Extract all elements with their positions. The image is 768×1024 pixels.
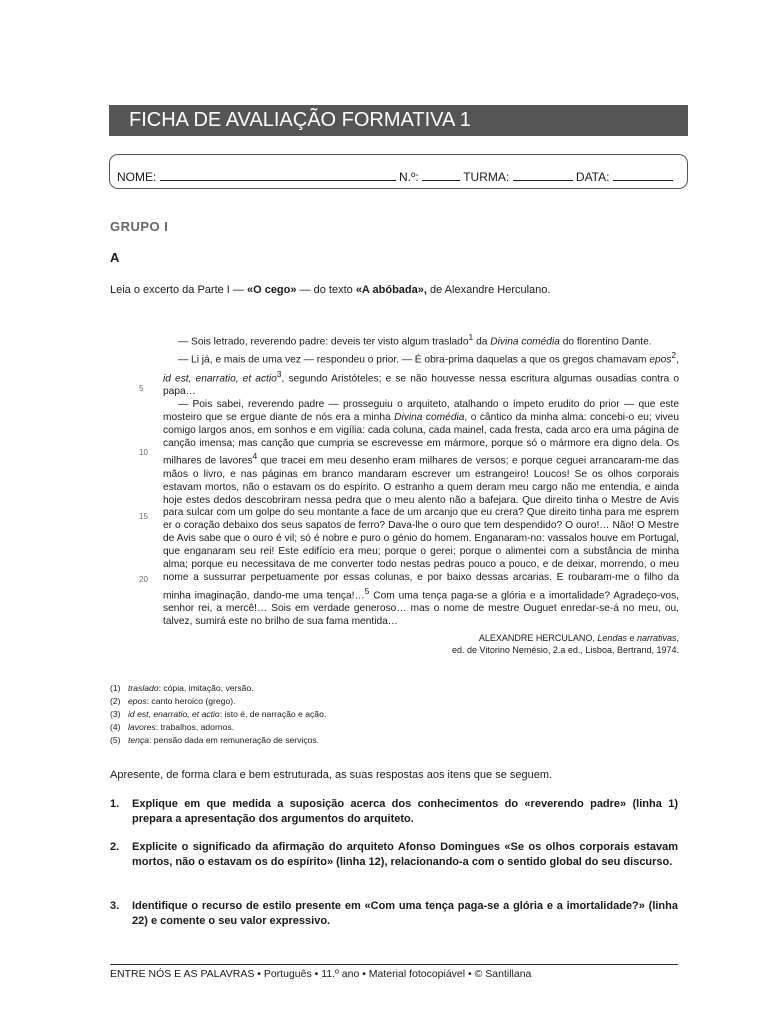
footnote-item: (5) tença: pensão dada em remuneração de serviços. <box>110 735 320 745</box>
question-number: 3. <box>110 900 120 912</box>
line-number: 15 <box>139 512 148 521</box>
line-number: 5 <box>139 384 144 393</box>
question-item <box>110 840 678 870</box>
footnote-item: (1) traslado: cópia, imitação, versão. <box>110 683 254 693</box>
literary-excerpt <box>163 331 679 629</box>
reading-instruction <box>110 284 550 296</box>
footnotes <box>110 682 326 747</box>
source-credit: ALEXANDRE HERCULANO, Lendas e narrativas, ed. de Vitorino Nemésio, 2.a ed., Lisboa, Bertrand, 1974. <box>279 632 679 656</box>
group-heading: GRUPO I <box>110 219 169 234</box>
footnote-item: (4) lavores: trabalhos, adornos. <box>110 722 235 732</box>
line-number: 20 <box>139 575 148 584</box>
question-text: Explique em que medida a suposição acerca dos conhecimentos do «reverendo padre» (linha 1) prepara a apresentação dos argumentos do arquiteto. <box>132 798 678 825</box>
intro-work: «A abóbada», <box>355 284 427 296</box>
worksheet-title: FICHA DE AVALIAÇÃO FORMATIVA 1 <box>109 105 688 136</box>
intro-middle: — do texto <box>296 284 356 296</box>
page-footer: ENTRE NÓS E AS PALAVRAS • Português • 11.º ano • Material fotocopiável • © Santillana <box>110 968 532 980</box>
number-field[interactable] <box>422 170 460 181</box>
credit-book: Lendas e narrativas <box>597 633 677 643</box>
intro-chapter: «O cego» <box>246 284 297 296</box>
question-number: 2. <box>110 841 120 853</box>
date-label: DATA: <box>575 170 610 184</box>
question-text: Identifique o recurso de estilo presente em «Com uma tença paga-se a glória e a imortalidade?» (linha 22) e comente o seu valor expressivo. <box>132 900 678 927</box>
date-field[interactable] <box>613 170 673 181</box>
excerpt-paragraph: — Pois sabei, reverendo padre — prosseguiu o arquiteto, atalhando o ímpeto erudito do prior — que este mosteiro que se ergue diante de nós era a minha Divina comédia, o cântico da minha alma: concebi-o eu; viveu comigo largos anos, em sonhos e em vigília: cada coluna, cada mainel, cada fresta, cada arco era uma página de canção imensa; mas canção que cumpria se escrevesse em mármore, porque só o mármore era digno dela. Os milhares de lavores$^4$ que tracei em meu desenho eram milhares de versos; e porque ceguei arrancaram-me das mãos o livro, e nas páginas em branco mandaram escrever um estrangeiro! Loucos! Se os olhos corporais estavam mortos, não o estavam os do espírito. O estranho a quem deram meu cargo não me entendia, e ainda hoje estes dedos descobriram nessa pedra que o meu alento não a bafejara. Que direito tinha o Mestre de Avis para sulcar com um golpe do seu montante a face de um arcanjo que eu crera? Que direito tinha para me esprem​er o coração debaixo dos seus sapatos de ferro? Dava-lhe o ouro que tem despendido? O ouro!… Não! O Mestre de Avis sabe que o ouro é vil; só é nobre e puro o génio do homem. Enganaram-no: vassalos houve em Portugal, que enganaram seu rei! Este edifício era meu; porque o gerei; porque o alimentei com a substância de minha alma; porque eu necessitava de me converter todo nestas pedras pouco a pouco, e de deixar, morrendo, o meu nome a sussurrar perpetuamente por essas colunas, e por baixo dessas arcarias. E roubaram-me o filho da minha imaginação, dando-me uma tença!…$^5$ Com uma tença paga-se a glória e a imortalidade? Agradeço-vos, senhor rei, a mercê!… Sois em verdade generoso… mas o nome de mestre Ouguet enredar-se-á no meu, ou, talvez, sumirá este no brilho de sua fama mentida… <box>163 398 679 628</box>
intro-suffix: de Alexandre Herculano. <box>426 284 551 296</box>
intro-prefix: Leia o excerto da Parte I — <box>110 284 247 296</box>
identification-box <box>109 154 688 189</box>
identification-row <box>117 170 673 184</box>
footnote-item: (2) epos: canto heroico (grego). <box>110 696 236 706</box>
credit-author: ALEXANDRE HERCULANO, <box>478 633 598 643</box>
section-heading: A <box>110 250 120 265</box>
answer-instructions: Apresente, de forma clara e bem estruturada, as suas respostas aos itens que se seguem. <box>110 769 553 781</box>
question-text: Explicite o significado da afirmação do arquiteto Afonso Domingues «Se os olhos corporais estavam mortos, não o estavam os do espírito» (linha 12), relacionando-a com o sentido global do seu discurso. <box>132 841 678 868</box>
footnote-item: (3) id est, enarratio, et actio: isto é, de narração e ação. <box>110 709 327 719</box>
excerpt-paragraph: — Li já, e mais de uma vez — respondeu o prior. — É obra-prima daquelas a que os gregos chamavam epos$^2$, id est, enarratio, et actio$^3$, segundo Aristóteles; e se não houvesse nessa escritura algumas ousadias contra o papa… <box>163 350 679 397</box>
number-label: N.º: <box>399 170 419 184</box>
credit-edition: ed. de Vitorino Nemésio, 2.a ed., Lisboa, Bertrand, 1974. <box>452 645 679 655</box>
line-number: 10 <box>139 448 148 457</box>
footer-divider <box>110 964 678 965</box>
question-number: 1. <box>110 798 120 810</box>
name-field[interactable] <box>160 170 396 181</box>
class-label: TURMA: <box>463 170 510 184</box>
question-item <box>110 797 678 827</box>
excerpt-paragraph: — Sois letrado, reverendo padre: deveis ter visto algum traslado$^1$ da Divina comédia do florentino Dante. <box>178 332 652 348</box>
name-label: NOME: <box>117 170 157 184</box>
class-field[interactable] <box>513 170 573 181</box>
question-item <box>110 899 678 929</box>
